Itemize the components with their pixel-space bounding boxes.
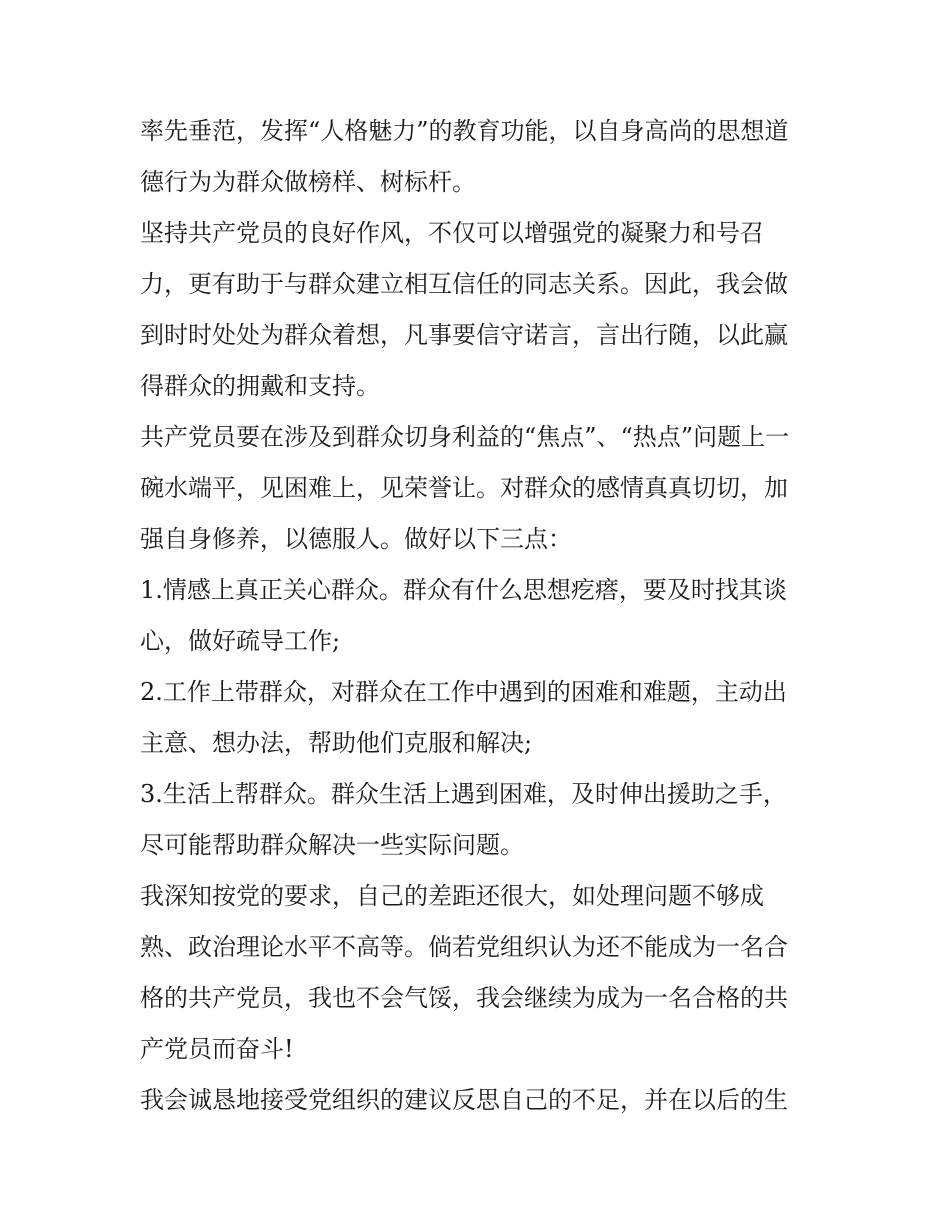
- list-item-line: 2.工作上带群众，对群众在工作中遇到的困难和难题，主动出: [140, 678, 787, 706]
- text-line: 德行为为群众做榜样、树标杆。: [140, 168, 476, 196]
- list-item-line: 3.生活上帮群众。群众生活上遇到困难，及时伸出援助之手，: [140, 780, 787, 808]
- text-line: 率先垂范，发挥“人格魅力”的教育功能，以自身高尚的思想道: [140, 117, 789, 145]
- list-item-line: 心，做好疏导工作;: [140, 627, 341, 655]
- text-line: 得群众的拥戴和支持。: [140, 372, 380, 400]
- text-line: 产党员而奋斗!: [140, 1035, 294, 1063]
- text-line: 到时时处处为群众着想，凡事要信守诺言，言出行随，以此赢: [140, 321, 788, 349]
- text-line: 共产党员要在涉及到群众切身利益的“焦点”、“热点”问题上一: [140, 423, 790, 451]
- list-item-line: 1.情感上真正关心群众。群众有什么思想疙瘩，要及时找其谈: [140, 576, 787, 604]
- list-item-line: 主意、想办法，帮助他们克服和解决;: [140, 729, 533, 757]
- text-line: 我会诚恳地接受党组织的建议反思自己的不足，并在以后的生: [140, 1086, 788, 1114]
- text-line: 我深知按党的要求，自己的差距还很大，如处理问题不够成: [140, 882, 764, 910]
- text-line: 熟、政治理论水平不高等。倘若党组织认为还不能成为一名合: [140, 933, 788, 961]
- text-line: 强自身修养，以德服人。做好以下三点：: [140, 525, 572, 553]
- text-line: 格的共产党员，我也不会气馁，我会继续为成为一名合格的共: [140, 984, 788, 1012]
- text-line: 力，更有助于与群众建立相互信任的同志关系。因此，我会做: [140, 270, 788, 298]
- text-line: 坚持共产党员的良好作风，不仅可以增强党的凝聚力和号召: [140, 219, 764, 247]
- text-line: 碗水端平，见困难上，见荣誉让。对群众的感情真真切切，加: [140, 474, 788, 502]
- document-body: [140, 106, 820, 1126]
- list-item-line: 尽可能帮助群众解决一些实际问题。: [140, 831, 524, 859]
